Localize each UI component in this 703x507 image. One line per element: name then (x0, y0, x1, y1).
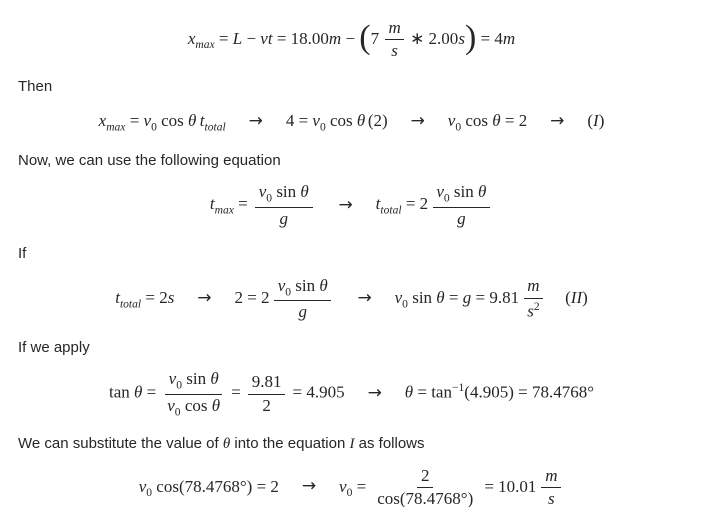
arrow-right-symbol: → (550, 110, 565, 131)
fraction-denominator (374, 488, 478, 507)
text-run: Now, we can use the following equation (18, 151, 281, 169)
math-fraction (374, 466, 478, 507)
math-text: (2) (367, 110, 388, 130)
math-text: = (352, 476, 371, 496)
math-variable: v (277, 275, 286, 295)
text-run: We can substitute the value of (18, 434, 223, 452)
math-fraction (541, 466, 561, 507)
math-variable: v (447, 110, 456, 130)
big-parenthesis: ( (359, 18, 371, 56)
math-text: = 2 (141, 288, 168, 308)
document-content (0, 18, 703, 507)
math-variable: θ (188, 110, 197, 130)
math-text: = (226, 382, 245, 402)
text-run: Then (18, 77, 53, 95)
math-variable: θ (300, 182, 309, 202)
math-subscript (195, 38, 214, 51)
math-variable: θ (477, 182, 487, 202)
math-text: = 4 (476, 28, 503, 48)
math-fraction (274, 276, 332, 323)
fraction-denominator (276, 208, 292, 229)
math-text: −1 (451, 381, 465, 395)
paragraph-then (0, 78, 703, 97)
math-variable: t (375, 194, 381, 214)
math-text: 2 (262, 395, 271, 415)
math-variable: total (204, 119, 226, 133)
math-variable: x (98, 110, 107, 130)
math-subscript (120, 297, 141, 310)
math-text: 0 (443, 191, 450, 205)
math-text: = 9.81 (471, 288, 520, 308)
math-variable: s (527, 301, 534, 321)
math-text: cos (156, 110, 189, 130)
math-variable: m (502, 28, 516, 48)
math-text: tan (108, 382, 135, 402)
fraction-denominator (295, 301, 311, 322)
math-text: cos(78.4768°) (377, 488, 474, 507)
math-variable: m (388, 18, 401, 37)
fraction-denominator (544, 488, 558, 507)
math-text: = (214, 28, 233, 48)
math-text: = (444, 288, 463, 308)
fraction-numerator (524, 276, 544, 298)
math-text: = (125, 110, 144, 130)
math-variable: s (548, 488, 555, 507)
math-text: = (233, 194, 252, 214)
math-variable: total (119, 297, 142, 311)
math-text: sin (272, 182, 301, 202)
math-text: 0 (346, 485, 353, 499)
fraction-denominator (453, 208, 469, 229)
math-variable: θ (404, 382, 414, 402)
paragraph-if (0, 245, 703, 264)
equation-tmax-ttotal (0, 182, 703, 229)
math-text: − (341, 28, 360, 48)
math-variable: v (312, 110, 320, 130)
math-text: 9.81 (251, 372, 282, 392)
math-text: 0 (146, 485, 153, 499)
math-superscript (452, 381, 464, 394)
math-variable: θ (436, 288, 445, 308)
math-subscript (205, 120, 226, 133)
math-variable: t (199, 110, 205, 130)
arrow-right-symbol: → (197, 288, 212, 309)
equation-xmax-distance (0, 18, 703, 62)
math-text: − (242, 28, 261, 48)
math-variable: I (349, 435, 355, 452)
math-text: ( (565, 288, 571, 308)
math-text: 0 (319, 119, 326, 133)
equation-ttotal-2s (0, 276, 703, 323)
math-text: sin (449, 182, 478, 202)
math-fraction (255, 182, 313, 229)
math-variable: m (328, 28, 342, 48)
math-variable: m (545, 465, 558, 485)
math-text: = tan (413, 382, 452, 402)
math-variable: s (167, 288, 175, 308)
text-run: If (18, 245, 27, 263)
fraction-denominator (388, 40, 402, 61)
math-variable: v (167, 395, 175, 415)
math-variable: v (168, 369, 177, 389)
math-variable: g (279, 208, 288, 228)
fraction-denominator (524, 299, 544, 322)
math-variable: g (457, 208, 466, 228)
math-variable: II (570, 288, 583, 308)
math-text: 0 (402, 297, 408, 311)
math-variable: vt (260, 28, 273, 48)
math-text: sin (181, 369, 211, 389)
math-fraction (433, 182, 491, 229)
math-text: 0 (174, 404, 181, 418)
math-text: = 10.01 (480, 476, 537, 496)
text-run: as follows (354, 434, 425, 452)
arrow-right-symbol: → (248, 110, 263, 131)
math-text: = 2 (401, 194, 429, 214)
math-variable: total (380, 204, 402, 218)
text-run: into the equation (230, 434, 350, 452)
math-variable: v (258, 182, 267, 202)
math-fraction (524, 276, 544, 321)
math-text: (4.905) = 78.4768° (464, 382, 594, 402)
math-text: ( (587, 110, 594, 130)
math-text: sin (291, 275, 320, 295)
fraction-numerator (274, 276, 332, 301)
arrow-right-symbol: → (367, 382, 382, 403)
paragraph-substitute (0, 435, 703, 454)
math-text: 0 (176, 378, 182, 392)
arrow-right-symbol: → (357, 288, 372, 309)
math-superscript (534, 300, 540, 313)
math-variable: I (593, 110, 599, 130)
math-text: = 4.905 (288, 382, 345, 402)
math-text: 4 = (285, 110, 313, 130)
math-fraction (164, 369, 224, 419)
math-variable: v (339, 476, 347, 496)
math-text: 0 (266, 191, 273, 205)
math-variable: v (436, 182, 444, 202)
math-variable: m (527, 276, 540, 296)
math-text: 0 (285, 285, 292, 299)
math-variable: g (298, 302, 307, 322)
math-text: cos(78.4768°) = 2 (152, 476, 279, 496)
math-variable: t (209, 194, 215, 214)
big-parenthesis: ) (464, 18, 477, 56)
fraction-numerator (255, 182, 313, 207)
math-fraction (248, 372, 285, 416)
math-subscript (215, 204, 234, 217)
math-text: 0 (151, 119, 157, 133)
math-variable: L (232, 28, 243, 48)
math-text: sin (407, 288, 437, 308)
fraction-numerator (433, 182, 491, 207)
fraction-denominator (259, 395, 275, 416)
fraction-numerator (165, 369, 223, 394)
math-variable: θ (211, 395, 221, 415)
math-text: = (142, 382, 161, 402)
math-variable: x (187, 28, 196, 48)
math-text: ) (598, 110, 605, 130)
math-variable: max (195, 38, 215, 52)
equation-v0-final (0, 466, 703, 507)
fraction-numerator (248, 372, 285, 394)
math-variable: v (143, 110, 152, 130)
equation-xmax-v0-cos (0, 109, 703, 136)
math-variable: t (115, 288, 120, 308)
math-variable: s (458, 28, 465, 48)
math-text: ∗ 2.00 (410, 28, 459, 48)
math-fraction (385, 18, 405, 62)
arrow-right-symbol: → (338, 194, 353, 215)
arrow-right-symbol: → (301, 476, 317, 497)
fraction-numerator (541, 466, 561, 488)
math-subscript (380, 204, 401, 217)
equation-tan-theta (0, 369, 703, 419)
fraction-numerator (385, 18, 405, 40)
math-text: cos (180, 395, 212, 415)
math-text: = 2 (500, 110, 528, 130)
math-text: ) (582, 288, 588, 308)
math-variable: θ (492, 110, 501, 130)
math-text: 0 (455, 119, 462, 133)
fraction-denominator (164, 395, 224, 419)
math-text: cos (461, 110, 493, 130)
math-text: 2 (421, 465, 430, 485)
math-variable: g (462, 288, 472, 308)
paragraph-now (0, 152, 703, 171)
math-variable: max (106, 119, 126, 133)
math-variable: θ (210, 369, 219, 389)
math-text: 2 = 2 (234, 288, 270, 308)
fraction-numerator (417, 466, 433, 488)
arrow-right-symbol: → (410, 110, 425, 131)
math-text: = 18.00 (272, 28, 329, 48)
paragraph-if-we-apply (0, 339, 703, 358)
math-text: 2 (533, 299, 540, 313)
math-variable: s (391, 41, 398, 61)
math-variable: max (214, 204, 234, 218)
math-text: cos (325, 110, 357, 130)
math-variable: θ (356, 110, 366, 130)
math-subscript (106, 120, 125, 133)
math-variable: θ (134, 382, 143, 402)
math-variable: θ (319, 275, 328, 295)
math-variable: v (394, 288, 403, 308)
text-run: If we apply (18, 338, 90, 356)
math-variable: θ (222, 435, 231, 452)
math-text: 7 (370, 28, 380, 48)
math-variable: v (138, 476, 147, 496)
